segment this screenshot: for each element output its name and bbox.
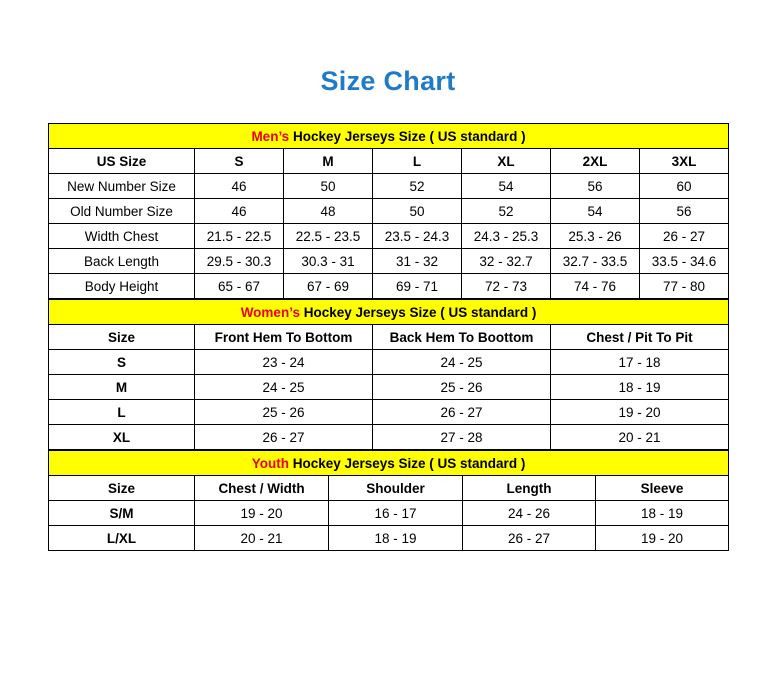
- mens-r0-c5: 56: [551, 174, 640, 199]
- youth-section-header: [49, 451, 729, 476]
- table-row: [49, 274, 729, 299]
- table-row: [49, 350, 729, 375]
- mens-col-0: US Size: [49, 149, 195, 174]
- mens-r4-c2: 67 - 69: [284, 274, 373, 299]
- youth-col-2: Shoulder: [329, 476, 463, 501]
- mens-r4-c0: Body Height: [49, 274, 195, 299]
- mens-r0-c0: New Number Size: [49, 174, 195, 199]
- youth-header-accent: Youth: [251, 455, 289, 471]
- youth-col-0: Size: [49, 476, 195, 501]
- size-tables-container: [48, 95, 728, 551]
- mens-size-table: [48, 123, 729, 299]
- table-row: [49, 425, 729, 450]
- mens-r1-c2: 48: [284, 199, 373, 224]
- mens-col-2: M: [284, 149, 373, 174]
- womens-header-accent: Women’s: [240, 304, 300, 320]
- womens-r2-c0: L: [49, 400, 195, 425]
- womens-col-3: Chest / Pit To Pit: [551, 325, 729, 350]
- table-section-header-row: [49, 300, 729, 325]
- youth-r0-c1: 19 - 20: [195, 501, 329, 526]
- mens-r1-c1: 46: [195, 199, 284, 224]
- youth-r1-c2: 18 - 19: [329, 526, 463, 551]
- womens-r0-c0: S: [49, 350, 195, 375]
- table-section-header-row: [49, 451, 729, 476]
- mens-r3-c4: 32 - 32.7: [462, 249, 551, 274]
- page-title: Size Chart: [320, 66, 456, 96]
- youth-r1-c3: 26 - 27: [463, 526, 596, 551]
- mens-r2-c1: 21.5 - 22.5: [195, 224, 284, 249]
- youth-header-rest: Hockey Jerseys Size ( US standard ): [288, 455, 526, 471]
- mens-r1-c5: 54: [551, 199, 640, 224]
- table-row: [49, 224, 729, 249]
- mens-col-3: L: [373, 149, 462, 174]
- table-row: [49, 526, 729, 551]
- mens-r0-c3: 52: [373, 174, 462, 199]
- womens-r1-c0: M: [49, 375, 195, 400]
- womens-col-0: Size: [49, 325, 195, 350]
- mens-col-5: 2XL: [551, 149, 640, 174]
- mens-r4-c5: 74 - 76: [551, 274, 640, 299]
- mens-r4-c1: 65 - 67: [195, 274, 284, 299]
- womens-r2-c1: 25 - 26: [195, 400, 373, 425]
- mens-r1-c0: Old Number Size: [49, 199, 195, 224]
- youth-r1-c4: 19 - 20: [596, 526, 729, 551]
- mens-r2-c5: 25.3 - 26: [551, 224, 640, 249]
- youth-r0-c3: 24 - 26: [463, 501, 596, 526]
- mens-r4-c6: 77 - 80: [640, 274, 729, 299]
- womens-r0-c1: 23 - 24: [195, 350, 373, 375]
- table-row: [49, 400, 729, 425]
- youth-r1-c1: 20 - 21: [195, 526, 329, 551]
- mens-col-4: XL: [462, 149, 551, 174]
- womens-col-2: Back Hem To Boottom: [373, 325, 551, 350]
- mens-r3-c1: 29.5 - 30.3: [195, 249, 284, 274]
- table-row: [49, 174, 729, 199]
- womens-r0-c3: 17 - 18: [551, 350, 729, 375]
- womens-section-header: [49, 300, 729, 325]
- womens-r2-c3: 19 - 20: [551, 400, 729, 425]
- youth-col-3: Length: [463, 476, 596, 501]
- womens-r3-c1: 26 - 27: [195, 425, 373, 450]
- mens-r2-c3: 23.5 - 24.3: [373, 224, 462, 249]
- table-row: [49, 199, 729, 224]
- youth-r0-c0: S/M: [49, 501, 195, 526]
- mens-r1-c4: 52: [462, 199, 551, 224]
- mens-r0-c2: 50: [284, 174, 373, 199]
- table-row: [49, 501, 729, 526]
- mens-r3-c3: 31 - 32: [373, 249, 462, 274]
- womens-header-rest: Hockey Jerseys Size ( US standard ): [299, 304, 537, 320]
- mens-r3-c0: Back Length: [49, 249, 195, 274]
- table-row: [49, 375, 729, 400]
- mens-r0-c1: 46: [195, 174, 284, 199]
- womens-size-table: [48, 299, 729, 450]
- mens-r3-c5: 32.7 - 33.5: [551, 249, 640, 274]
- mens-r1-c3: 50: [373, 199, 462, 224]
- mens-r0-c6: 60: [640, 174, 729, 199]
- womens-r0-c2: 24 - 25: [373, 350, 551, 375]
- mens-r1-c6: 56: [640, 199, 729, 224]
- table-header-row: [49, 149, 729, 174]
- mens-r3-c6: 33.5 - 34.6: [640, 249, 729, 274]
- table-header-row: [49, 476, 729, 501]
- womens-r2-c2: 26 - 27: [373, 400, 551, 425]
- mens-col-1: S: [195, 149, 284, 174]
- womens-r3-c2: 27 - 28: [373, 425, 551, 450]
- womens-r1-c2: 25 - 26: [373, 375, 551, 400]
- womens-r1-c1: 24 - 25: [195, 375, 373, 400]
- mens-r4-c3: 69 - 71: [373, 274, 462, 299]
- mens-r2-c2: 22.5 - 23.5: [284, 224, 373, 249]
- womens-r3-c0: XL: [49, 425, 195, 450]
- mens-r4-c4: 72 - 73: [462, 274, 551, 299]
- womens-r1-c3: 18 - 19: [551, 375, 729, 400]
- youth-r0-c2: 16 - 17: [329, 501, 463, 526]
- youth-r0-c4: 18 - 19: [596, 501, 729, 526]
- mens-r0-c4: 54: [462, 174, 551, 199]
- table-row: [49, 249, 729, 274]
- mens-r3-c2: 30.3 - 31: [284, 249, 373, 274]
- youth-size-table: [48, 450, 729, 551]
- youth-r1-c0: L/XL: [49, 526, 195, 551]
- mens-r2-c4: 24.3 - 25.3: [462, 224, 551, 249]
- mens-header-accent: Men’s: [251, 128, 290, 144]
- youth-col-1: Chest / Width: [195, 476, 329, 501]
- mens-r2-c6: 26 - 27: [640, 224, 729, 249]
- table-section-header-row: [49, 124, 729, 149]
- mens-r2-c0: Width Chest: [49, 224, 195, 249]
- mens-section-header: [49, 124, 729, 149]
- womens-col-1: Front Hem To Bottom: [195, 325, 373, 350]
- mens-col-6: 3XL: [640, 149, 729, 174]
- mens-header-rest: Hockey Jerseys Size ( US standard ): [289, 128, 526, 144]
- youth-col-4: Sleeve: [596, 476, 729, 501]
- table-header-row: [49, 325, 729, 350]
- womens-r3-c3: 20 - 21: [551, 425, 729, 450]
